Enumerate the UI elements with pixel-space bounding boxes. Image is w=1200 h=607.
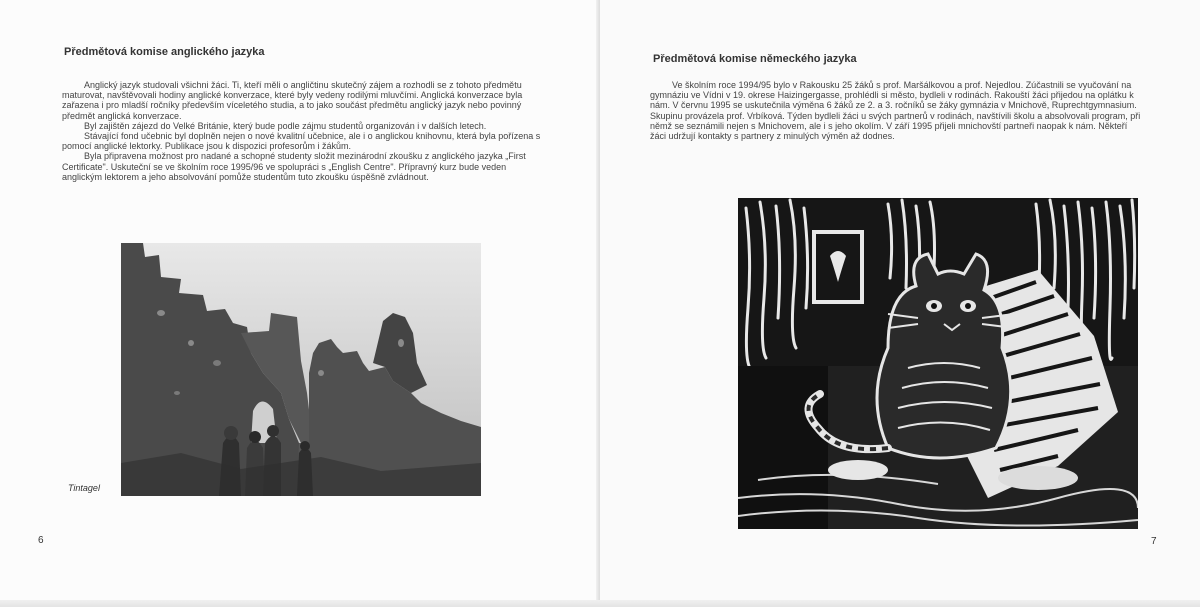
- page-number: 7: [1151, 536, 1157, 547]
- page-number: 6: [38, 535, 44, 546]
- tintagel-photo: [121, 243, 481, 496]
- right-page: [600, 0, 1200, 607]
- cat-linocut-image: [738, 198, 1138, 529]
- paragraph: Ve školním roce 1994/95 bylo v Rakousku 25 žáků s prof. Maršálkovou a prof. Nejedlou. Zúčastnili se vyučování na gymnáziu ve Vídni v 19. okrese Haizingergasse, prohlédli si město, bydleli v rodinách. Rakouští žáci přijedou na oplátku k nám. V červnu 1995 se uskutečnila výměna 6 žáků ze 2. a 3. ročníků se žáky gymnázia v Mnichově, Ruprechtgymnasium. Skupinu provázela prof. Vrbíková. Týden bydleli žáci u svých partnerů v rodinách, navštívili školu a absolvovali program, při němž se seznámili nejen s Mnichovem, ale i s jeho okolím. V září 1995 přijeli mnichovští partneři naopak k nám. Někteří žáci udržují kontakty s partnery z minulých výměn až dodnes.: [650, 80, 1141, 142]
- castle-ruins-image: [121, 243, 481, 496]
- article-text: [650, 80, 1144, 141]
- photo-caption: Tintagel: [68, 483, 100, 493]
- left-page: [0, 0, 599, 607]
- paragraph: Byla připravena možnost pro nadané a schopné studenty složit mezinárodní zkoušku z anglického jazyka „First Certificate". Uskuteční se ve školním roce 1995/96 ve spolupráci s „English Centre". Přípravný kurz bude veden anglickým lektorem a jeho absolvování pomůže studentům tuto zkoušku úspěšně zvládnout.: [62, 151, 526, 182]
- paragraph: Stávající fond učebnic byl doplněn nejen o nové kvalitní učebnice, ale i o anglickou knihovnu, která byla pořízena s pomocí anglické lektorky. Publikace jsou k dispozici profesorům i žákům.: [62, 131, 541, 152]
- page-bottom-edge: [0, 600, 1200, 607]
- cat-linocut-illustration: [738, 198, 1138, 529]
- page-heading: Předmětová komise anglického jazyka: [64, 46, 265, 58]
- page-heading: Předmětová komise německého jazyka: [653, 53, 857, 65]
- paragraph: Anglický jazyk studovali všichni žáci. Ti, kteří měli o angličtinu skutečný zájem a rozhodli se z tohoto předmětu maturovat, navštěvovali hodiny anglické konverzace, které byly vedeny rodilými mluvčími. Anglická konverzace byla zařazena i pro mladší ročníky především víceletého studia, a to jako součást předmětu anglický jazyk nebo povinný předmět anglická konverzace.: [62, 80, 523, 121]
- article-text: [62, 80, 548, 182]
- paragraph: Byl zajištěn zájezd do Velké Británie, který bude podle zájmu studentů organizován i v dalších letech.: [84, 120, 487, 131]
